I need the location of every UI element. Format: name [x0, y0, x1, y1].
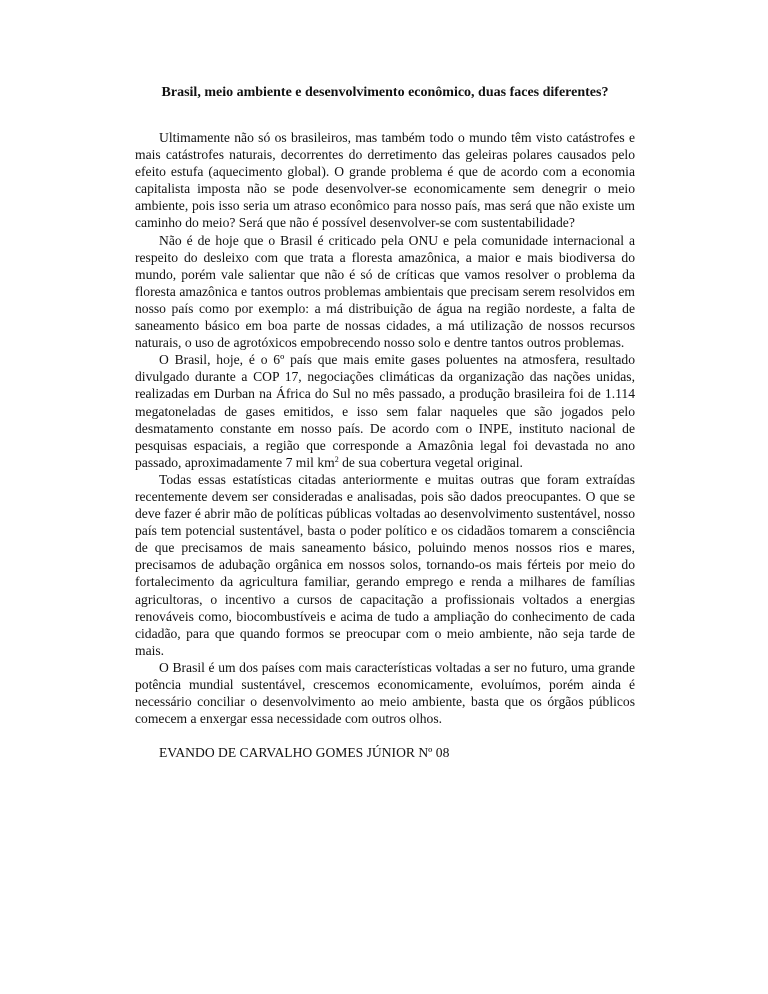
- paragraph-3-text: O Brasil, hoje, é o 6º país que mais emite gases poluentes na atmosfera, resultado divulgado durante a COP 17, negociações climáticas da organização das nações unidas, realizadas em Durban na África do Sul no mês passado, a produção brasileira foi de 1.114 megatoneladas de gases emitidos, e isso sem falar naqueles que são jogados pelo desmatamento constante em nosso país. De acordo com o INPE, instituto nacional de pesquisas espaciais, a região que corresponde a Amazônia legal foi devastada no ano passado, aproximadamente 7 mil km: [135, 352, 635, 470]
- paragraph-4: Todas essas estatísticas citadas anteriormente e muitas outras que foram extraídas recentemente devem ser consideradas e analisadas, pois são dados preocupantes. O que se deve fazer é abrir mão de políticas públicas voltadas ao desenvolvimento sustentável, nosso país tem potencial sustentável, basta o poder político e os cidadãos tomarem a consciência de que precisamos de mais saneamento básico, poluindo menos nossos rios e mares, precisamos de adubação orgânica em nossos solos, tornando-os mais férteis por meio do fortalecimento da agricultura familiar, gerando emprego e renda a milhares de famílias agricultoras, o incentivo a cursos de capacitação a profissionais voltados a energias renováveis como, biocombustíveis e acima de tudo a ampliação do conhecimento de cada cidadão, para que quando formos se preocupar com o meio ambiente, não seja tarde de mais.: [135, 471, 635, 658]
- paragraph-3: [135, 351, 635, 471]
- paragraph-2: Não é de hoje que o Brasil é criticado pela ONU e pela comunidade internacional a respeito do desleixo com que trata a floresta amazônica, a maior e mais biodiversa do mundo, porém vale salientar que não é só de críticas que vamos resolver o problema da floresta amazônica e tantos outros problemas ambientais que precisam serem resolvidos em nosso país como por exemplo: a má distribuição de água na região nordeste, a falta de saneamento básico em boa parte de nossas cidades, a má utilização de nossos recursos naturais, o uso de agrotóxicos empobrecendo nosso solo e dentre tantos outros problemas.: [135, 232, 635, 351]
- paragraph-5: O Brasil é um dos países com mais características voltadas a ser no futuro, uma grande potência mundial sustentável, crescemos economicamente, evoluímos, porém ainda é necessário conciliar o desenvolvimento ao meio ambiente, basta que os órgãos públicos comecem a enxergar essa necessidade com outros olhos.: [135, 659, 635, 727]
- document-title: Brasil, meio ambiente e desenvolvimento econômico, duas faces diferentes?: [161, 85, 609, 100]
- superscript-2: 2: [334, 454, 339, 464]
- paragraph-3-text-end: de sua cobertura vegetal original.: [338, 454, 523, 470]
- author-signature: EVANDO DE CARVALHO GOMES JÚNIOR Nº 08: [159, 745, 450, 761]
- paragraph-1: Ultimamente não só os brasileiros, mas também todo o mundo têm visto catástrofes e mais catástrofes naturais, decorrentes do derretimento das geleiras polares causados pelo efeito estufa (aquecimento global). O grande problema é que de acordo com a economia capitalista imposta não se pode desenvolver-se economicamente sem denegrir o meio ambiente, pois isso seria um atraso econômico para nosso país, mas será que não existe um caminho do meio? Será que não é possível desenvolver-se com sustentabilidade?: [135, 130, 635, 231]
- document-page: [135, 84, 635, 761]
